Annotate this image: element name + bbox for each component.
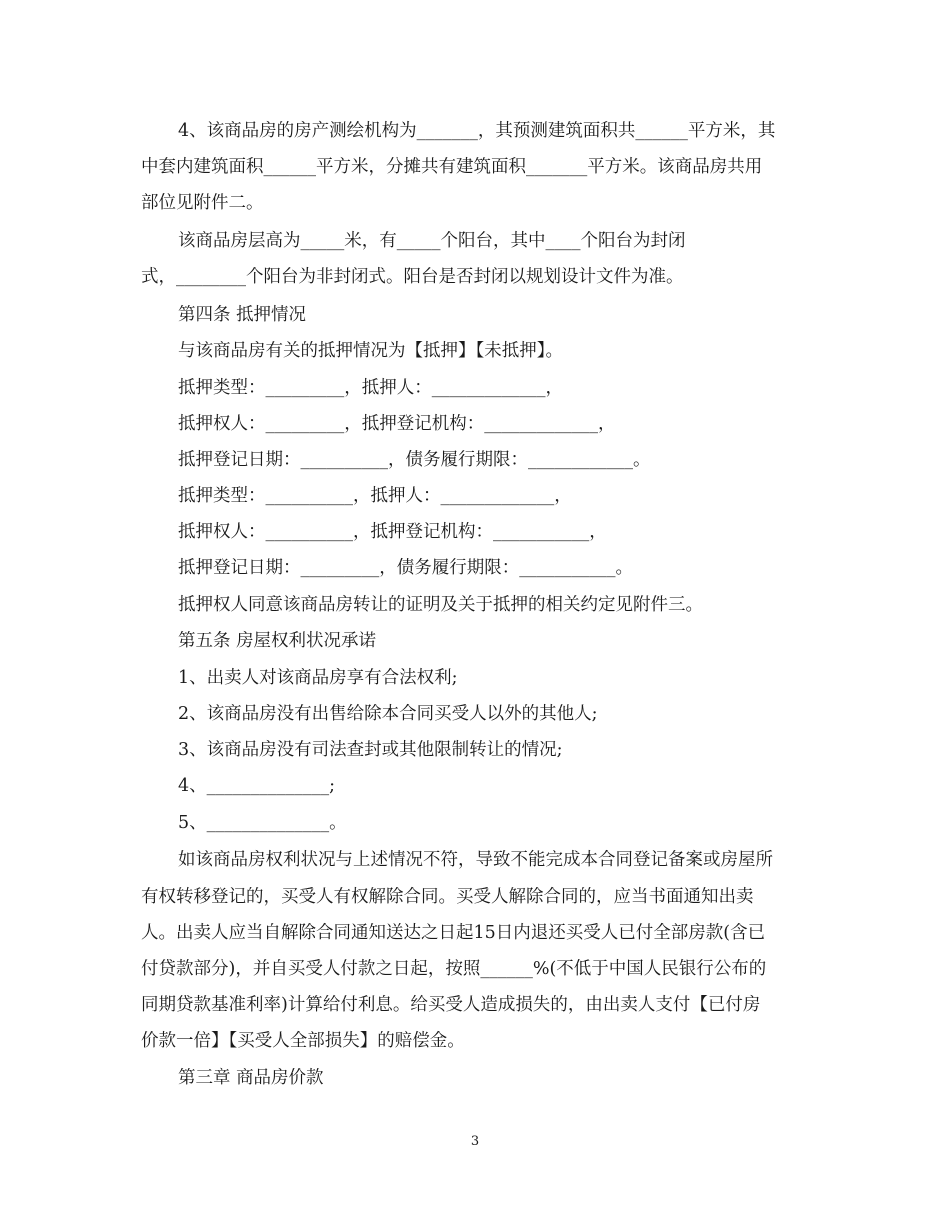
line-9: 抵押登记日期：__________，债务履行期限：____________。 <box>178 450 651 470</box>
line-13: 抵押权人同意该商品房转让的证明及关于抵押的相关约定见附件三。 <box>178 595 703 615</box>
heading-chapter-3: 第三章 商品房价款 <box>178 1068 324 1088</box>
heading-article-4: 第四条 抵押情况 <box>178 305 307 325</box>
line-0: 4、该商品房的房产测绘机构为_______，其预测建筑面积共______平方米，其 <box>178 121 776 141</box>
line-24: 同期贷款基准利率)计算给付利息。给买受人造成损失的，由出卖人支付【已付房 <box>141 995 761 1015</box>
line-16: 2、该商品房没有出售给除本合同买受人以外的其他人; <box>178 704 598 724</box>
page-number: 3 <box>470 1134 480 1149</box>
line-25: 价款一倍】【买受人全部损失】的赔偿金。 <box>141 1031 465 1051</box>
line-19: 5、______________。 <box>178 813 347 833</box>
line-17: 3、该商品房没有司法查封或其他限制转让的情况; <box>178 740 563 760</box>
line-23: 付贷款部分)，并自买受人付款之日起，按照______%(不低于中国人民银行公布的 <box>141 959 767 979</box>
heading-article-5: 第五条 房屋权利状况承诺 <box>178 631 377 651</box>
line-21: 有权转移登记的，买受人有权解除合同。买受人解除合同的，应当书面通知出卖 <box>141 887 754 907</box>
line-15: 1、出卖人对该商品房享有合法权利; <box>178 668 458 688</box>
line-22: 人。出卖人应当自解除合同通知送达之日起15日内退还买受人已付全部房款(含已 <box>141 923 766 943</box>
line-20: 如该商品房权利状况与上述情况不符，导致不能完成本合同登记备案或房屋所 <box>178 850 773 870</box>
line-6: 与该商品房有关的抵押情况为【抵押】【未抵押】。 <box>178 341 563 361</box>
line-18: 4、______________; <box>178 776 336 796</box>
line-4: 式，________个阳台为非封闭式。阳台是否封闭以规划设计文件为准。 <box>141 267 684 287</box>
line-1: 中套内建筑面积______平方米，分摊共有建筑面积_______平方米。该商品房共用 <box>141 157 763 177</box>
line-12: 抵押登记日期：_________，债务履行期限：___________。 <box>178 558 633 578</box>
line-8: 抵押权人：_________，抵押登记机构：_____________， <box>178 414 616 434</box>
line-10: 抵押类型：__________，抵押人：_____________， <box>178 486 572 506</box>
line-2: 部位见附件二。 <box>141 193 264 213</box>
line-3: 该商品房层高为_____米，有_____个阳台，其中____个阳台为封闭 <box>178 231 686 251</box>
line-11: 抵押权人：__________，抵押登记机构：___________， <box>178 522 607 542</box>
line-7: 抵押类型：_________，抵押人：_____________， <box>178 378 563 398</box>
